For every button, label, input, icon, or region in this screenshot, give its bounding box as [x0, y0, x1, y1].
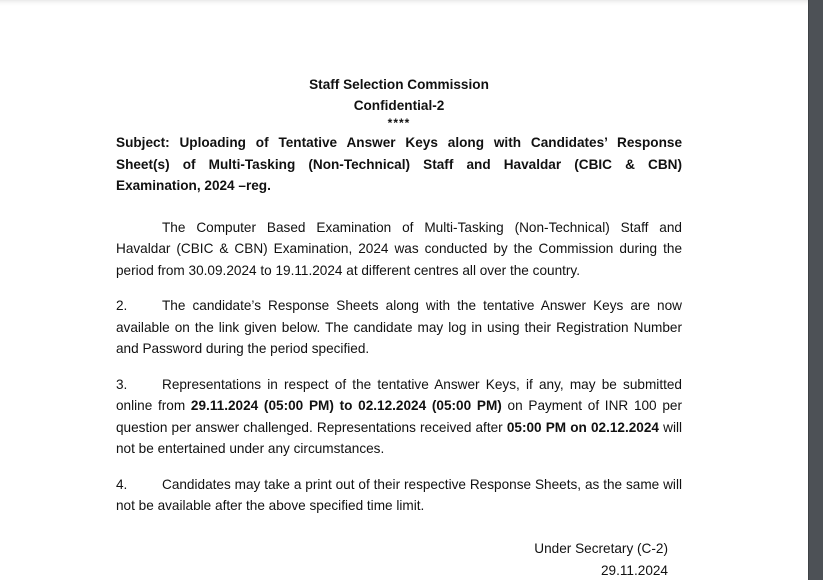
paragraph-4 — [116, 474, 682, 517]
paragraph-text: on Payment of INR 100 per question per answer challenged. Representations received after — [116, 398, 682, 435]
classification-label: Confidential-2 — [353, 98, 445, 113]
paragraph-text: will not be entertained under any circumstances. — [116, 419, 682, 456]
paragraph-number: 4. — [116, 476, 128, 492]
paragraph-1: The Computer Based Examination of Multi-Tasking (Non-Technical) Staff and Havaldar (CBIC & CBN) Examination, 2024 was conducted by the Commission during the period from 30.09.2024 to 19.11.2024 at different centres all over the country. — [116, 219, 682, 278]
paragraph-text: The candidate’s Response Sheets along with the tentative Answer Keys are now available on the link given below. The candidate may log in using their Registration Number and Password during the period specified. — [116, 298, 682, 356]
separator: **** — [387, 116, 411, 130]
organization-title: Staff Selection Commission — [309, 77, 489, 92]
representation-window: 29.11.2024 (05:00 PM) to 02.12.2024 (05:00 PM) — [190, 398, 502, 413]
signature-date: 29.11.2024 — [600, 563, 668, 578]
paragraph-2 — [116, 295, 682, 360]
signature-block — [534, 538, 668, 582]
deadline: 05:00 PM on 02.12.2024 — [506, 419, 659, 435]
paragraph-text: Representations in respect of the tentative Answer Keys, if any, may be submitted online from — [116, 376, 682, 413]
paragraph-text: Candidates may take a print out of their respective Response Sheets, as the same will not be available after the above specified time limit. — [116, 476, 682, 513]
viewer-scrollbar-gutter[interactable] — [808, 0, 823, 580]
signatory-title: Under Secretary (C-2) — [534, 541, 668, 556]
paragraph-number: 3. — [116, 376, 128, 392]
subject-line: Subject: Uploading of Tentative Answer Keys along with Candidates’ Response Sheet(s) of Multi-Tasking (Non-Technical) Staff and Havaldar (CBIC & CBN) Examination, 2024 –reg. — [116, 135, 682, 193]
paragraph-number: 2. — [116, 298, 128, 313]
document-body — [116, 74, 682, 517]
paragraph-3 — [116, 374, 682, 460]
